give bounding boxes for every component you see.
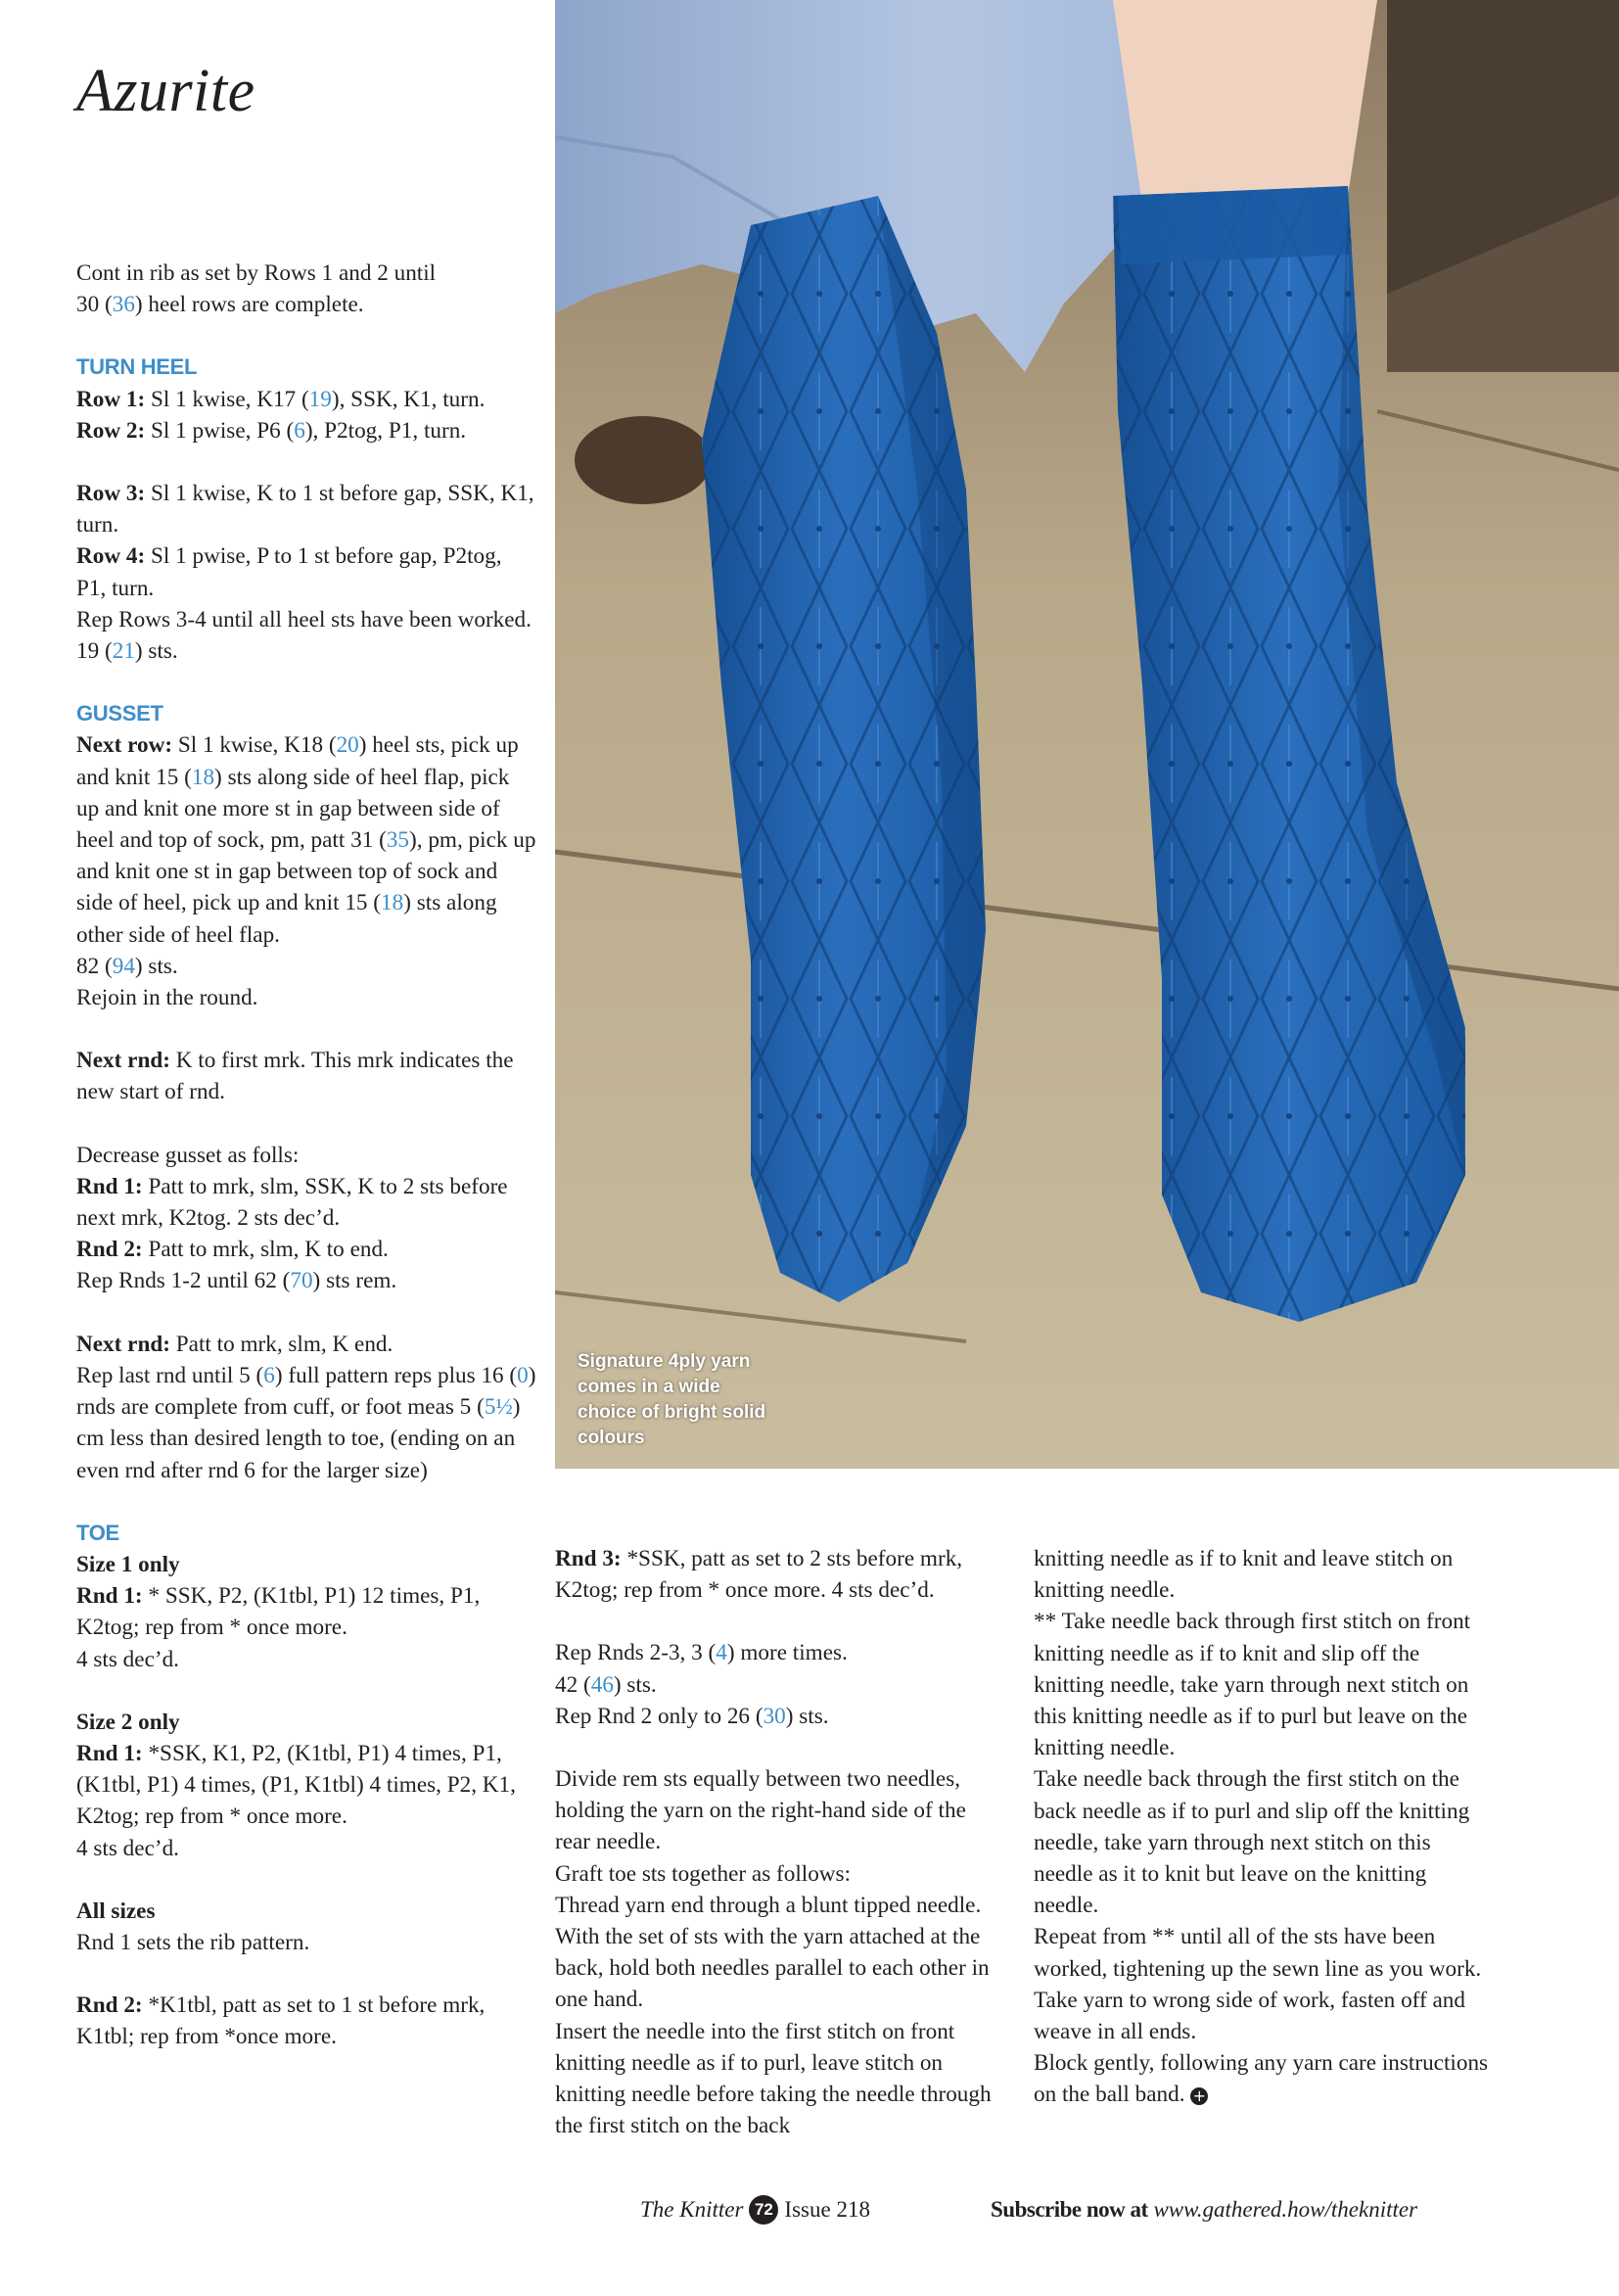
row-text: ), P2tog, P1, turn. <box>304 417 467 444</box>
toe-rnd3 <box>555 1543 1005 1606</box>
size-heading: Size 2 only <box>76 1709 180 1735</box>
row-text: Patt to mrk, slm, SSK, K to 2 sts before next mrk, K2tog. 2 sts dec’d. <box>76 1173 508 1232</box>
footer-folio <box>640 2190 870 2229</box>
row-label: Rnd 2: <box>76 1237 143 1263</box>
size2-value: 70 <box>290 1268 313 1294</box>
stitch-count: 42 ( <box>555 1671 591 1698</box>
size2-value: 5½ <box>484 1394 513 1421</box>
end-mark-icon: + <box>1190 2087 1208 2105</box>
insert-text: Insert the needle into the first stitch on front knitting needle as if to purl, leave stitch on knitting needle before taking the needle through the first stitch on the back <box>555 2018 992 2139</box>
issue-number: Issue 218 <box>784 2197 870 2222</box>
block-sentence: Block gently, following any yarn care instructions on the ball band. <box>1034 2050 1489 2108</box>
row-text: ), SSK, K1, turn. <box>331 386 486 412</box>
size2-heading <box>76 1707 536 1738</box>
toe-rnd2-only <box>555 1701 1005 1732</box>
row-text: Sl 1 pwise, P to 1 st before gap, P2tog, P1, turn. <box>76 543 502 601</box>
intro-end: ) heel rows are complete. <box>134 292 364 318</box>
thread-text: Thread yarn end through a blunt tipped needle. With the set of sts with the yarn attached at the back, hold both needles parallel to each other in one hand. <box>555 1892 990 2013</box>
row-text: * SSK, P2, (K1tbl, P1) 12 times, P1, K2tog; rep from * once more. <box>76 1583 481 1641</box>
stitch-count: ) sts. <box>134 638 178 665</box>
row-label: Row 4: <box>76 543 146 570</box>
intro-size2: 36 <box>112 292 135 318</box>
block-text <box>1034 2047 1494 2110</box>
toe-heading: TOE <box>76 1520 119 1545</box>
size2-value: 35 <box>386 827 410 854</box>
row-label: Rnd 1: <box>76 1583 143 1610</box>
intro-text: Cont in rib as set by Rows 1 and 2 until <box>76 260 437 286</box>
gusset-rnd2 <box>76 1234 536 1265</box>
turn-heel-stitches <box>76 635 536 667</box>
row-label: Row 3: <box>76 481 146 507</box>
size2-value: 30 <box>763 1703 786 1729</box>
intro-size1: 30 ( <box>76 292 113 318</box>
turn-heel-row4 <box>76 540 536 603</box>
row-label: Next row: <box>76 732 173 759</box>
gusset-decrease-intro: Decrease gusset as folls: <box>76 1142 300 1168</box>
size2-value: 6 <box>263 1362 275 1388</box>
size-heading: All sizes <box>76 1898 156 1924</box>
size1-rnd1 <box>76 1580 536 1643</box>
size2-value: 18 <box>381 890 404 916</box>
row-label: Row 1: <box>76 386 146 412</box>
row-text: ) sts along side of heel flap, pick up and knit one more st in gap between side of heel and top of sock, pm, patt 31 ( <box>76 764 510 854</box>
size2-value: 46 <box>590 1671 614 1698</box>
row-text: K to first mrk. This mrk indicates the new start of rnd. <box>76 1048 514 1105</box>
row-text: ) cm less than desired length to toe, (ending on an even rnd after rnd 6 for the larger size) <box>76 1394 521 1483</box>
gusset-stitches <box>76 951 536 982</box>
turn-heel-row1 <box>76 384 536 415</box>
fasten-off: Take yarn to wrong side of work, fasten off and weave in all ends. <box>1034 1987 1465 2045</box>
size2-decrease: 4 sts dec’d. <box>76 1835 179 1861</box>
size2-value: 4 <box>716 1640 727 1666</box>
row-text: Patt to mrk, slm, K to end. <box>142 1237 389 1263</box>
magazine-name: The Knitter <box>640 2197 744 2222</box>
size2-value: 0 <box>517 1362 529 1388</box>
row-label: Rnd 2: <box>76 1992 143 2019</box>
graft-step2: Take needle back through the first stitch on the back needle as if to purl and slip off the knitting needle, take yarn through next stitch on this needle as it to knit but leave on the knitting needle. <box>1034 1766 1470 1919</box>
size2-value: 18 <box>191 764 215 790</box>
all-sizes-heading <box>76 1896 536 1927</box>
gusset-rejoin: Rejoin in the round. <box>76 985 258 1011</box>
size2-value: 19 <box>308 386 332 412</box>
gusset-next-row <box>76 729 536 950</box>
row-text: ) heel sts, pick up and knit 15 ( <box>76 732 519 790</box>
gusset-rnd1 <box>76 1171 536 1234</box>
row-text: ) full pattern reps plus 16 ( <box>274 1362 518 1388</box>
photo-caption: Signature 4ply yarn comes in a wide choice of bright solid colours <box>578 1351 766 1448</box>
size-heading: Size 1 only <box>76 1551 180 1577</box>
stitch-count: ) sts. <box>134 953 178 979</box>
size2-value: 6 <box>294 417 305 444</box>
turn-heel-heading: TURN HEEL <box>76 354 198 380</box>
subscribe-text: Subscribe now at <box>991 2197 1148 2222</box>
graft-step1: ** Take needle back through first stitch on front knitting needle as if to knit and slip off the knitting needle, take yarn through next stitch on this knitting needle as if to purl but leave on the knitting needle. <box>1034 1609 1471 1761</box>
size2-value: 21 <box>112 638 135 665</box>
toe-stitches <box>555 1669 1005 1701</box>
row-text: ) sts. <box>785 1703 829 1729</box>
row-text: ) more times. <box>726 1640 848 1666</box>
page-number: 72 <box>749 2195 778 2225</box>
row-text: Rep Rnd 2 only to 26 ( <box>555 1703 763 1729</box>
footer-subscribe <box>991 2190 1417 2229</box>
gusset-next-rnd-2 <box>76 1329 536 1360</box>
row-text: *K1tbl, patt as set to 1 st before mrk, K1tbl; rep from *once more. <box>76 1992 486 2050</box>
pattern-column-1 <box>76 258 536 2053</box>
row-text: Patt to mrk, slm, K end. <box>169 1331 393 1357</box>
pattern-column-3 <box>1034 1543 1494 2111</box>
row-text: Rep last rnd until 5 ( <box>76 1362 264 1388</box>
row-label: Rnd 1: <box>76 1173 143 1199</box>
turn-heel-repeat: Rep Rows 3-4 until all heel sts have been worked. <box>76 606 532 633</box>
row-text: Sl 1 kwise, K to 1 st before gap, SSK, K1, turn. <box>76 481 534 539</box>
turn-heel-row2 <box>76 415 536 446</box>
row-text: Rep Rnds 2-3, 3 ( <box>555 1640 717 1666</box>
graft-continued: knitting needle as if to knit and leave stitch on knitting needle. <box>1034 1546 1454 1604</box>
subscribe-url[interactable]: www.gathered.how/theknitter <box>1153 2197 1418 2222</box>
row-label: Rnd 3: <box>555 1546 622 1571</box>
divide-text: Divide rem sts equally between two needles, holding the yarn on the right-hand side of the rear needle. <box>555 1766 966 1855</box>
row-text: *SSK, K1, P2, (K1tbl, P1) 4 times, P1, (K1tbl, P1) 4 times, (P1, K1tbl) 4 times, P2, K1, K2tog; rep from * once more. <box>76 1740 516 1830</box>
intro-paragraph <box>76 258 536 320</box>
graft-repeat: Repeat from ** until all of the sts have been worked, tightening up the sewn line as you work. <box>1034 1924 1482 1982</box>
gusset-next-rnd <box>76 1045 536 1107</box>
sock-photo <box>555 0 1619 1469</box>
toe-repeat <box>555 1637 1005 1668</box>
size2-rnd1 <box>76 1738 536 1833</box>
gusset-heading: GUSSET <box>76 701 163 726</box>
row-text: ), pm, pick up and knit one st in gap between top of sock and side of heel, pick up and knit 15 ( <box>76 827 536 916</box>
size2-value: 20 <box>336 732 359 759</box>
stitch-count: ) sts. <box>613 1671 657 1698</box>
size2-value: 94 <box>112 953 135 979</box>
row-label: Next rnd: <box>76 1048 170 1074</box>
stitch-count: 19 ( <box>76 638 113 665</box>
toe-rnd2 <box>76 1990 536 2052</box>
sock-illustration <box>555 0 1619 1469</box>
row-label: Row 2: <box>76 417 146 444</box>
turn-heel-row3 <box>76 478 536 540</box>
row-text: ) sts along other side of heel flap. <box>76 890 497 948</box>
row-label: Next rnd: <box>76 1331 170 1357</box>
row-text: ) sts rem. <box>312 1268 397 1294</box>
row-text: ) rnds are complete from cuff, or foot meas 5 ( <box>76 1362 536 1421</box>
pattern-column-2 <box>555 1543 1005 2141</box>
stitch-count: 82 ( <box>76 953 113 979</box>
size1-heading <box>76 1549 536 1580</box>
row-text: *SSK, patt as set to 2 sts before mrk, K2tog; rep from * once more. 4 sts dec’d. <box>555 1546 963 1604</box>
gusset-rep-last <box>76 1360 536 1486</box>
row-label: Rnd 1: <box>76 1740 143 1766</box>
size1-decrease: 4 sts dec’d. <box>76 1646 179 1672</box>
graft-text: Graft toe sts together as follows: <box>555 1860 852 1887</box>
gusset-repeat <box>76 1265 536 1296</box>
all-sizes-text: Rnd 1 sets the rib pattern. <box>76 1929 310 1955</box>
row-text: Sl 1 kwise, K18 ( <box>172 732 337 759</box>
row-text: Rep Rnds 1-2 until 62 ( <box>76 1268 291 1294</box>
row-text: Sl 1 kwise, K17 ( <box>145 386 309 412</box>
page-title: Azurite <box>76 58 255 124</box>
row-text: Sl 1 pwise, P6 ( <box>145 417 295 444</box>
